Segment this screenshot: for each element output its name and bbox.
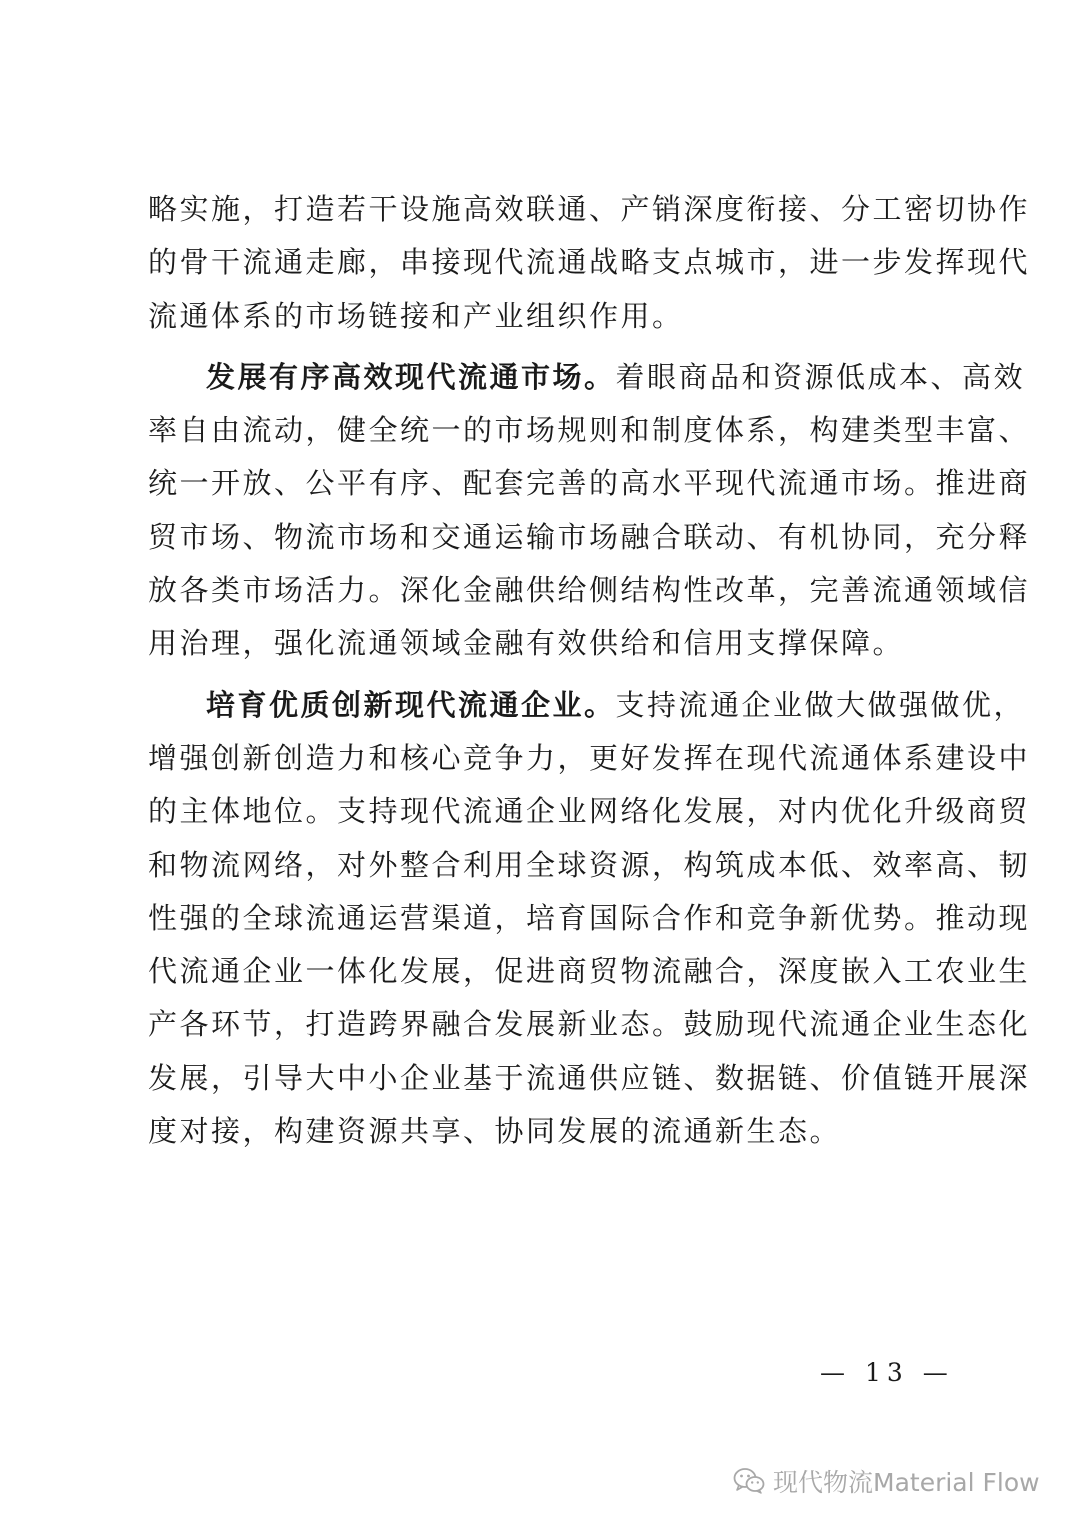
text-line: 流通体系的市场链接和产业组织作用。 bbox=[148, 298, 684, 333]
text-line: 略实施，打造若干设施高效联通、产销深度衔接、分工密切协作 bbox=[148, 192, 1031, 226]
text-line: 率自由流动，健全统一的市场规则和制度体系，构建类型丰富、 bbox=[148, 413, 1031, 448]
text-line: 贸市场、物流市场和交通运输市场融合联动、有机协同，充分释 bbox=[148, 519, 1031, 554]
paragraph-1 bbox=[148, 183, 1031, 343]
text-line bbox=[148, 679, 1026, 732]
paragraph-text: 着眼商品和资源低成本、高效 bbox=[615, 359, 1026, 394]
paragraph-3 bbox=[148, 679, 1031, 1159]
text-line: 产各环节，打造跨界融合发展新业态。鼓励现代流通企业生态化 bbox=[148, 1007, 1031, 1042]
text-line: 增强创新创造力和核心竞争力，更好发挥在现代流通体系建设中 bbox=[148, 740, 1031, 775]
paragraph-lead: 培育优质创新现代流通企业。 bbox=[206, 687, 616, 722]
text-line: 的骨干流通走廊，串接现代流通战略支点城市，进一步发挥现代 bbox=[148, 245, 1031, 280]
watermark bbox=[733, 1461, 1040, 1501]
text-line: 度对接，构建资源共享、协同发展的流通新生态。 bbox=[148, 1114, 842, 1149]
text-line: 统一开放、公平有序、配套完善的高水平现代流通市场。推进商 bbox=[148, 466, 1031, 501]
text-line: 代流通企业一体化发展，促进商贸物流融合，深度嵌入工农业生 bbox=[148, 954, 1031, 989]
text-line: 性强的全球流通运营渠道，培育国际合作和竞争新优势。推动现 bbox=[148, 900, 1031, 935]
watermark-text: 现代物流Material Flow bbox=[773, 1468, 1040, 1497]
paragraph-text: 支持流通企业做大做强做优， bbox=[615, 687, 1026, 722]
paragraph-2 bbox=[148, 351, 1031, 671]
text-line: 发展，引导大中小企业基于流通供应链、数据链、价值链开展深 bbox=[148, 1060, 1031, 1095]
text-line: 的主体地位。支持现代流通企业网络化发展，对内优化升级商贸 bbox=[148, 794, 1031, 829]
text-line bbox=[148, 351, 1026, 404]
text-line: 和物流网络，对外整合利用全球资源，构筑成本低、效率高、韧 bbox=[148, 847, 1031, 882]
wechat-icon bbox=[733, 1467, 765, 1495]
text-line: 放各类市场活力。深化金融供给侧结构性改革，完善流通领域信 bbox=[148, 573, 1031, 608]
page-number: — 13 — bbox=[820, 1358, 954, 1387]
paragraph-lead: 发展有序高效现代流通市场。 bbox=[206, 359, 616, 394]
document-body bbox=[148, 183, 1031, 1158]
text-line: 用治理，强化流通领域金融有效供给和信用支撑保障。 bbox=[148, 626, 905, 661]
